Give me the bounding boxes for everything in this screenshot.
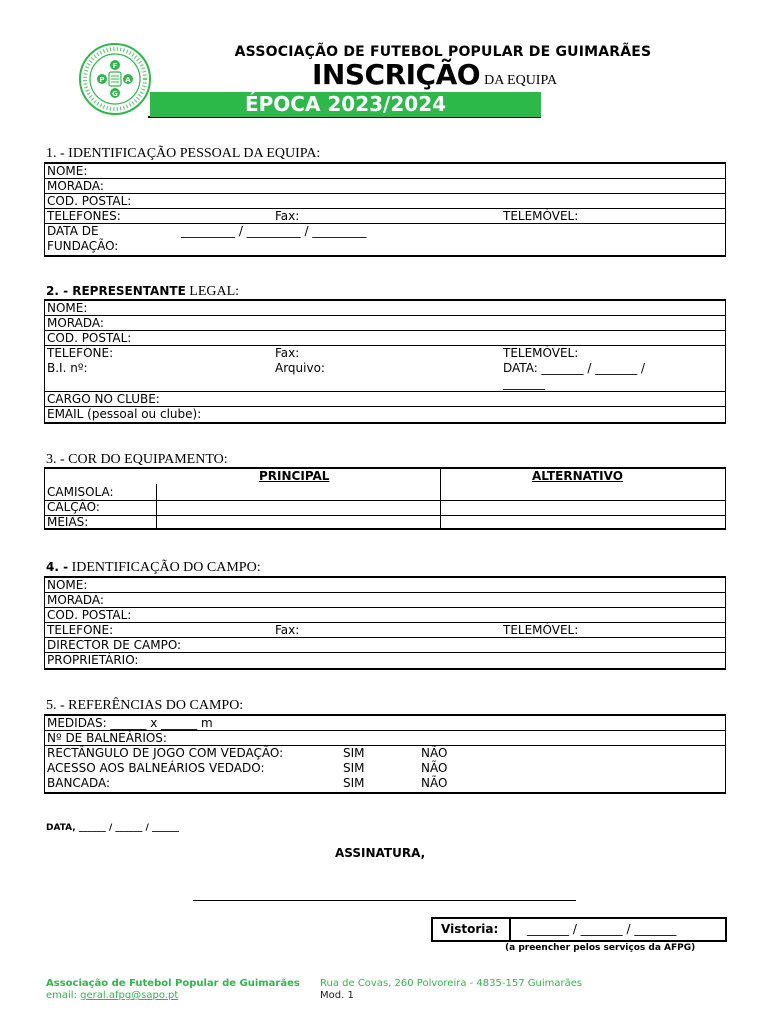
s3-principal-header: PRINCIPAL	[259, 469, 330, 483]
logo-letter-g: G	[112, 90, 118, 98]
form-title-sub: DA EQUIPA	[484, 73, 558, 88]
s1-morada-label: MORADA:	[47, 179, 104, 193]
s1-fundacao-label: FUNDAÇÃO:	[47, 239, 119, 253]
afpg-logo	[78, 42, 152, 116]
s1-row-fundacao[interactable]	[45, 224, 725, 255]
s2-morada-label: MORADA:	[47, 316, 104, 330]
s5-row-rectangulo[interactable]	[45, 746, 725, 761]
s2-telemovel-label: TELEMÓVEL:	[503, 346, 579, 360]
section4-title-rest: IDENTIFICAÇÃO DO CAMPO:	[71, 560, 261, 575]
section2-table	[44, 299, 726, 424]
s4-fax-label: Fax:	[275, 623, 300, 637]
section1-title: 1. - IDENTIFICAÇÃO PESSOAL DA EQUIPA:	[46, 146, 321, 161]
s4-director-label: DIRECTOR DE CAMPO:	[47, 638, 182, 652]
s5-medidas-label: MEDIDAS: ______ x ______ m	[47, 716, 213, 730]
s1-date-blank: _________ / _________ / _________	[181, 224, 367, 238]
s2-cod-postal-label: COD. POSTAL:	[47, 331, 132, 345]
section5-table	[44, 714, 726, 794]
signature-label: ASSINATURA,	[335, 846, 426, 860]
s2-telefone-label: TELEFONE:	[47, 346, 114, 360]
footer-org-name: Associação de Futebol Popular de Guimarães	[46, 978, 300, 989]
s4-morada-label: MORADA:	[47, 593, 104, 607]
s2-data-label: DATA: _______ / _______ /	[503, 361, 646, 375]
s5-balnearios-label: Nº DE BALNEÁRIOS:	[47, 731, 167, 745]
s4-row-proprietario[interactable]	[45, 653, 725, 668]
s2-cargo-label: CARGO NO CLUBE:	[47, 392, 160, 406]
s3-row-calcao[interactable]	[45, 500, 725, 516]
footer-address: Rua de Covas, 260 Polvoreira - 4835-157 Guimarães	[320, 978, 583, 989]
s5-row-bancada[interactable]	[45, 776, 725, 792]
s5-row-acesso[interactable]	[45, 761, 725, 776]
s3-row-camisola[interactable]	[45, 469, 725, 501]
s3-calcao-label: CALÇÃO:	[47, 500, 100, 514]
s2-row-nome[interactable]	[45, 301, 725, 316]
s1-fax-label: Fax:	[275, 209, 300, 223]
s2-fax-label: Fax:	[275, 346, 300, 360]
s5-acesso-sim[interactable]: SIM	[343, 761, 365, 775]
s4-row-telefone[interactable]	[45, 623, 725, 638]
s2-row-morada[interactable]	[45, 316, 725, 331]
season-text: ÉPOCA 2023/2024	[244, 92, 447, 116]
s1-row-nome[interactable]	[45, 164, 725, 179]
s2-row-bi[interactable]	[45, 361, 725, 392]
s3-meias-label: MEIAS:	[47, 515, 89, 529]
form-title-main: INSCRIÇÃO	[312, 58, 481, 91]
s4-nome-label: NOME:	[47, 578, 88, 592]
s5-acesso-label: ACESSO AOS BALNEÁRIOS VEDADO:	[47, 761, 265, 775]
footer-model-number: Mod. 1	[320, 990, 354, 1001]
vistoria-separator	[509, 917, 511, 942]
logo-letter-a: A	[125, 76, 131, 84]
s3-alternativo-header: ALTERNATIVO	[532, 469, 623, 483]
signature-date-line[interactable]: DATA, ______ / ______ / ______	[46, 823, 179, 833]
s1-row-telefones[interactable]	[45, 209, 725, 224]
s5-rectangulo-label: RECTÂNGULO DE JOGO COM VEDAÇÃO:	[47, 746, 284, 760]
vistoria-label: Vistoria:	[441, 922, 499, 936]
s5-row-medidas[interactable]	[45, 716, 725, 731]
section3-title: 3. - COR DO EQUIPAMENTO:	[46, 452, 228, 467]
footer-email	[46, 990, 178, 1001]
section2-title-bold: 2. - REPRESENTANTE	[46, 284, 186, 298]
section1-table	[44, 162, 726, 257]
s4-telefone-label: TELEFONE:	[47, 623, 114, 637]
section4-title-bold: 4. -	[46, 560, 69, 574]
footer-email-label: email:	[46, 990, 77, 1001]
section4-title	[46, 560, 261, 576]
section3-table	[44, 467, 726, 530]
form-title	[312, 58, 557, 91]
s1-nome-label: NOME:	[47, 164, 88, 178]
s5-bancada-label: BANCADA:	[47, 776, 111, 790]
s2-row-cod-postal[interactable]	[45, 331, 725, 346]
org-name: ASSOCIAÇÃO DE FUTEBOL POPULAR DE GUIMARÃES	[234, 44, 652, 60]
s5-rectangulo-nao[interactable]: NÃO	[421, 746, 448, 760]
s1-row-cod-postal[interactable]	[45, 194, 725, 209]
section4-table	[44, 576, 726, 670]
s5-acesso-nao[interactable]: NÃO	[421, 761, 448, 775]
s1-data-de-label: DATA DE	[47, 224, 99, 238]
s3-row-meias[interactable]	[45, 515, 725, 530]
section2-title	[46, 284, 239, 300]
s1-telemovel-label: TELEMÓVEL:	[503, 209, 579, 223]
s2-row-telefone[interactable]	[45, 346, 725, 361]
s4-cod-postal-label: COD. POSTAL:	[47, 608, 132, 622]
s2-row-cargo[interactable]	[45, 392, 725, 407]
s4-row-director[interactable]	[45, 638, 725, 653]
s4-row-nome[interactable]	[45, 578, 725, 593]
s1-row-morada[interactable]	[45, 179, 725, 194]
s4-row-cod-postal[interactable]	[45, 608, 725, 623]
section2-title-rest: LEGAL:	[189, 284, 240, 299]
section5-title: 5. - REFERÊNCIAS DO CAMPO:	[46, 698, 244, 713]
s4-telemovel-label: TELEMÓVEL:	[503, 623, 579, 637]
vistoria-note: (a preencher pelos serviços da AFPG)	[505, 943, 696, 953]
s4-row-morada[interactable]	[45, 593, 725, 608]
s2-data-cont: _______	[503, 376, 545, 390]
s1-cod-postal-label: COD. POSTAL:	[47, 194, 132, 208]
s2-arquivo-label: Arquivo:	[275, 361, 325, 375]
logo-letter-p: P	[99, 76, 105, 84]
footer-email-link[interactable]: geral.afpg@sapo.pt	[80, 990, 179, 1001]
s1-telefones-label: TELEFONES:	[47, 209, 121, 223]
vistoria-date[interactable]: _______ / _______ / _______	[527, 922, 677, 936]
s5-row-balnearios[interactable]	[45, 731, 725, 746]
s4-proprietario-label: PROPRIETÁRIO:	[47, 653, 139, 667]
s2-email-label: EMAIL (pessoal ou clube):	[47, 407, 202, 421]
s2-nome-label: NOME:	[47, 301, 88, 315]
s5-bancada-nao[interactable]: NÃO	[421, 776, 448, 790]
s5-rectangulo-sim[interactable]: SIM	[343, 746, 365, 760]
signature-line[interactable]	[193, 900, 576, 901]
s5-bancada-sim[interactable]: SIM	[343, 776, 365, 790]
logo-letter-f: F	[112, 62, 118, 70]
s2-row-email[interactable]	[45, 407, 725, 422]
s3-camisola-label: CAMISOLA:	[47, 485, 114, 499]
s2-bi-label: B.I. nº:	[47, 361, 88, 375]
